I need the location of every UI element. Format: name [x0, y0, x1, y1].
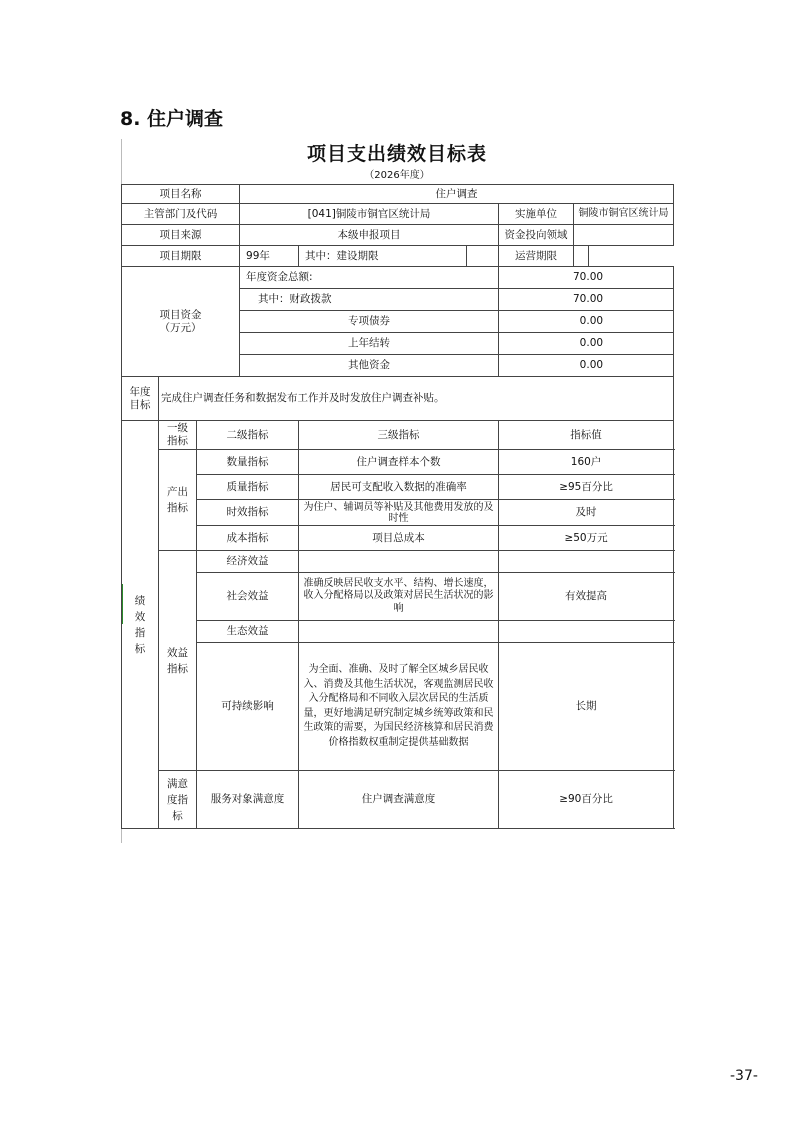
- output-level3: 项目总成本: [299, 526, 499, 551]
- benefit-level2: 生态效益: [197, 621, 299, 643]
- value-implementing-unit: 铜陵市铜官区统计局: [574, 204, 674, 225]
- label-operation-period: 运营期限: [499, 246, 574, 267]
- table-year: （2026年度）: [364, 170, 430, 181]
- value-operation-period: [574, 246, 589, 267]
- output-value: 及时: [499, 500, 674, 526]
- label-annual-total: 年度资金总额:: [240, 267, 499, 289]
- section-title: 8. 住户调查: [120, 108, 224, 130]
- benefit-value: 有效提高: [499, 573, 674, 621]
- satisfaction-level2: 服务对象满意度: [197, 771, 299, 829]
- value-annual-goal: 完成住户调查任务和数据发布工作并及时发放住户调查补贴。: [159, 377, 674, 421]
- benefit-value: [499, 621, 674, 643]
- output-value: ≥50万元: [499, 526, 674, 551]
- performance-target-sheet: [121, 139, 673, 843]
- label-other-funds: 其他资金: [240, 355, 499, 377]
- value-fiscal-appropriation: 70.00: [499, 289, 674, 311]
- value-project-name: 住户调查: [240, 185, 674, 204]
- label-department: 主管部门及代码: [122, 204, 240, 225]
- label-annual-goal: 年度目标: [122, 377, 159, 421]
- label-construction-period: 其中：建设期限: [299, 246, 467, 267]
- table-title: 项目支出绩效目标表: [306, 143, 487, 165]
- label-output-indicators: 产出指标: [159, 450, 197, 551]
- value-other-funds: 0.00: [499, 355, 674, 377]
- output-level2: 数量指标: [197, 450, 299, 475]
- output-level2: 时效指标: [197, 500, 299, 526]
- output-value: 160户: [499, 450, 674, 475]
- performance-table: [121, 184, 674, 829]
- label-special-bonds: 专项债券: [240, 311, 499, 333]
- benefit-level3: 准确反映居民收支水平、结构、增长速度，收入分配格局以及政策对居民生活状况的影响: [299, 573, 499, 621]
- output-level3: 为住户、辅调员等补贴及其他费用发放的及时性: [299, 500, 499, 526]
- label-satisfaction-indicators: 满意度指标: [159, 771, 197, 829]
- value-construction-period: [467, 246, 499, 267]
- output-value: ≥95百分比: [499, 475, 674, 500]
- benefit-level3: 为全面、准确、及时了解全区城乡居民收入、消费及其他生活状况，客观监测居民收入分配格局和不同收入层次居民的生活质量，更好地满足研究制定城乡统筹政策和民生政策的需要，为国民经济核算和居民消费价格指数权重制定提供基础数据: [299, 643, 499, 771]
- header-level2: 二级指标: [197, 421, 299, 450]
- label-project-period: 项目期限: [122, 246, 240, 267]
- value-project-source: 本级申报项目: [240, 225, 499, 246]
- benefit-level3: [299, 551, 499, 573]
- benefit-level2: 经济效益: [197, 551, 299, 573]
- value-special-bonds: 0.00: [499, 311, 674, 333]
- benefit-value: 长期: [499, 643, 674, 771]
- header-level3: 三级指标: [299, 421, 499, 450]
- label-last-year-carryover: 上年结转: [240, 333, 499, 355]
- label-project-name: 项目名称: [122, 185, 240, 204]
- benefit-level3: [299, 621, 499, 643]
- blank-cell: [589, 246, 674, 267]
- output-level2: 质量指标: [197, 475, 299, 500]
- label-benefit-indicators: 效益指标: [159, 551, 197, 771]
- benefit-level2: 可持续影响: [197, 643, 299, 771]
- value-fund-field: [574, 225, 674, 246]
- label-fiscal-appropriation: 其中：财政拨款: [240, 289, 499, 311]
- benefit-value: [499, 551, 674, 573]
- label-project-source: 项目来源: [122, 225, 240, 246]
- satisfaction-value: ≥90百分比: [499, 771, 674, 829]
- output-level3: 住户调查样本个数: [299, 450, 499, 475]
- label-implementing-unit: 实施单位: [499, 204, 574, 225]
- output-level3: 居民可支配收入数据的准确率: [299, 475, 499, 500]
- page-number: -37-: [730, 1068, 758, 1084]
- benefit-level2: 社会效益: [197, 573, 299, 621]
- satisfaction-level3: 住户调查满意度: [299, 771, 499, 829]
- label-performance-indicators: 绩效指标: [122, 421, 159, 829]
- value-department: [041]铜陵市铜官区统计局: [240, 204, 499, 225]
- label-fund-field: 资金投向领域: [499, 225, 574, 246]
- label-project-funds: 项目资金 （万元）: [122, 267, 240, 377]
- header-level1: 一级指标: [159, 421, 197, 450]
- value-last-year-carryover: 0.00: [499, 333, 674, 355]
- output-level2: 成本指标: [197, 526, 299, 551]
- header-indicator-value: 指标值: [499, 421, 674, 450]
- value-annual-total: 70.00: [499, 267, 674, 289]
- value-project-period: 99年: [240, 246, 299, 267]
